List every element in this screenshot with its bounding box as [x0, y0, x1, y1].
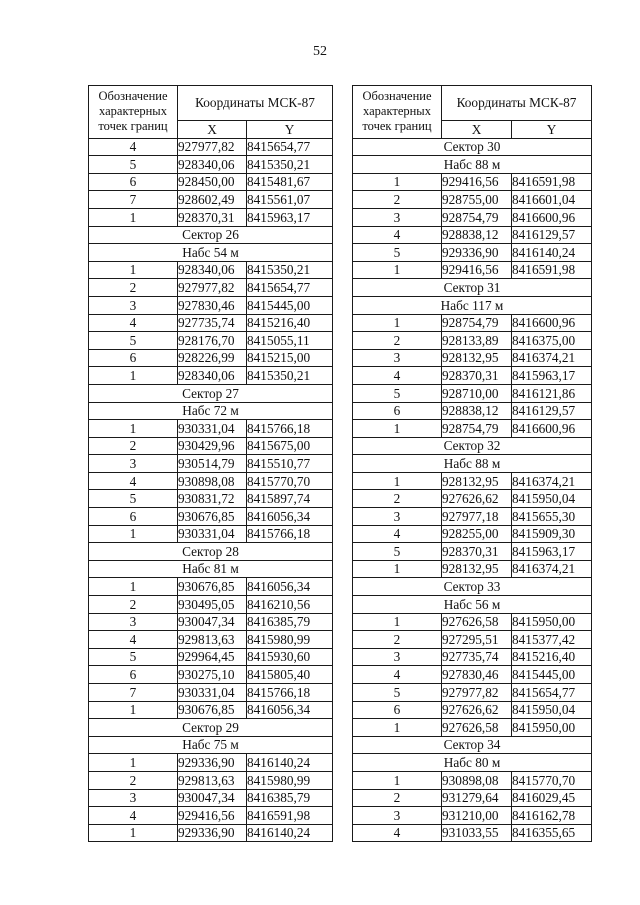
x-coordinate-cell: 930831,72	[178, 490, 247, 508]
x-coordinate-cell: 927626,62	[442, 701, 512, 719]
y-coordinate-cell: 8416029,45	[512, 789, 592, 807]
point-number-cell: 1	[353, 173, 442, 191]
x-coordinate-cell: 928838,12	[442, 226, 512, 244]
y-coordinate-cell: 8416121,86	[512, 384, 592, 402]
point-number-cell: 3	[89, 613, 178, 631]
y-coordinate-cell: 8416374,21	[512, 472, 592, 490]
y-coordinate-cell: 8415897,74	[247, 490, 333, 508]
section-label: Набс 56 м	[353, 596, 592, 614]
x-coordinate-cell: 928754,79	[442, 420, 512, 438]
point-number-cell: 1	[353, 560, 442, 578]
point-number-cell: 4	[89, 807, 178, 825]
x-coordinate-cell: 928340,06	[178, 367, 247, 385]
y-coordinate-cell: 8416355,65	[512, 824, 592, 842]
x-coordinate-cell: 929336,90	[178, 754, 247, 772]
y-coordinate-cell: 8415909,30	[512, 525, 592, 543]
section-header-row	[89, 736, 333, 754]
section-header-row	[89, 543, 333, 561]
x-coordinate-cell: 927830,46	[442, 666, 512, 684]
table-row	[353, 490, 592, 508]
x-coordinate-cell: 928132,95	[442, 472, 512, 490]
table-row	[89, 420, 333, 438]
point-number-cell: 1	[89, 261, 178, 279]
x-column-header: X	[178, 121, 247, 139]
y-coordinate-cell: 8416056,34	[247, 508, 333, 526]
point-number-cell: 5	[353, 684, 442, 702]
table-row	[89, 754, 333, 772]
point-number-cell: 4	[353, 525, 442, 543]
y-coordinate-cell: 8415561,07	[247, 191, 333, 209]
x-column-header: X	[442, 121, 512, 139]
point-number-cell: 3	[89, 789, 178, 807]
section-header-row	[353, 596, 592, 614]
y-coordinate-cell: 8415675,00	[247, 437, 333, 455]
x-coordinate-cell: 929416,56	[178, 807, 247, 825]
point-number-cell: 3	[353, 648, 442, 666]
point-number-cell: 6	[89, 349, 178, 367]
y-coordinate-cell: 8416600,96	[512, 208, 592, 226]
table-row	[353, 314, 592, 332]
table-row	[89, 314, 333, 332]
point-number-cell: 4	[89, 472, 178, 490]
x-coordinate-cell: 927626,58	[442, 613, 512, 631]
point-number-cell: 7	[89, 684, 178, 702]
point-number-cell: 5	[353, 543, 442, 561]
table-row	[89, 156, 333, 174]
section-header-row	[353, 138, 592, 156]
x-coordinate-cell: 927626,58	[442, 719, 512, 737]
y-coordinate-cell: 8416162,78	[512, 807, 592, 825]
y-coordinate-cell: 8415963,17	[512, 367, 592, 385]
table-row	[89, 261, 333, 279]
x-coordinate-cell: 930331,04	[178, 525, 247, 543]
x-coordinate-cell: 931279,64	[442, 789, 512, 807]
x-coordinate-cell: 928132,95	[442, 560, 512, 578]
x-coordinate-cell: 930429,96	[178, 437, 247, 455]
section-label: Набс 81 м	[89, 560, 333, 578]
x-coordinate-cell: 930275,10	[178, 666, 247, 684]
y-coordinate-cell: 8416140,24	[247, 824, 333, 842]
table-row	[89, 684, 333, 702]
y-column-header: Y	[512, 121, 592, 139]
point-number-cell: 6	[89, 508, 178, 526]
section-header-row	[353, 296, 592, 314]
section-header-row	[89, 560, 333, 578]
section-label: Набс 72 м	[89, 402, 333, 420]
point-number-cell: 6	[89, 666, 178, 684]
x-coordinate-cell: 929964,45	[178, 648, 247, 666]
table-row	[353, 349, 592, 367]
table-row	[353, 560, 592, 578]
table-row	[353, 402, 592, 420]
table-row	[89, 508, 333, 526]
x-coordinate-cell: 930676,85	[178, 508, 247, 526]
x-coordinate-cell: 928255,00	[442, 525, 512, 543]
x-coordinate-cell: 928132,95	[442, 349, 512, 367]
x-coordinate-cell: 929813,63	[178, 771, 247, 789]
point-number-cell: 4	[353, 367, 442, 385]
table-row	[353, 684, 592, 702]
table-row	[89, 525, 333, 543]
table-row	[89, 578, 333, 596]
point-number-cell: 4	[353, 824, 442, 842]
section-header-row	[353, 754, 592, 772]
y-coordinate-cell: 8415445,00	[512, 666, 592, 684]
y-coordinate-cell: 8416385,79	[247, 789, 333, 807]
x-coordinate-cell: 928838,12	[442, 402, 512, 420]
y-coordinate-cell: 8416591,98	[512, 261, 592, 279]
point-number-cell: 1	[353, 472, 442, 490]
section-header-row	[353, 279, 592, 297]
section-header-row	[353, 437, 592, 455]
section-label: Сектор 34	[353, 736, 592, 754]
x-coordinate-cell: 928602,49	[178, 191, 247, 209]
x-coordinate-cell: 927977,82	[178, 138, 247, 156]
table-row	[353, 244, 592, 262]
table-row	[353, 771, 592, 789]
table-row	[353, 789, 592, 807]
table-row	[89, 490, 333, 508]
coordinates-table-right	[352, 85, 592, 842]
x-coordinate-cell: 927830,46	[178, 296, 247, 314]
y-coordinate-cell: 8416600,96	[512, 420, 592, 438]
table-row	[353, 208, 592, 226]
table-row	[89, 824, 333, 842]
table-row	[89, 296, 333, 314]
section-header-row	[353, 578, 592, 596]
section-label: Сектор 29	[89, 719, 333, 737]
coords-column-header: Координаты МСК-87	[178, 86, 333, 121]
table-row	[89, 138, 333, 156]
point-number-cell: 3	[353, 208, 442, 226]
y-coordinate-cell: 8415654,77	[512, 684, 592, 702]
point-number-cell: 1	[89, 824, 178, 842]
point-number-cell: 2	[353, 490, 442, 508]
table-row	[353, 719, 592, 737]
x-coordinate-cell: 929416,56	[442, 261, 512, 279]
point-number-cell: 2	[89, 771, 178, 789]
table-row	[89, 455, 333, 473]
y-coordinate-cell: 8415377,42	[512, 631, 592, 649]
y-column-header: Y	[247, 121, 333, 139]
y-coordinate-cell: 8416591,98	[512, 173, 592, 191]
y-coordinate-cell: 8415654,77	[247, 279, 333, 297]
y-coordinate-cell: 8416374,21	[512, 349, 592, 367]
x-coordinate-cell: 928370,31	[178, 208, 247, 226]
x-coordinate-cell: 930047,34	[178, 613, 247, 631]
y-coordinate-cell: 8415950,00	[512, 613, 592, 631]
point-number-cell: 3	[353, 807, 442, 825]
y-coordinate-cell: 8415654,77	[247, 138, 333, 156]
x-coordinate-cell: 927977,82	[178, 279, 247, 297]
x-coordinate-cell: 928226,99	[178, 349, 247, 367]
x-coordinate-cell: 929416,56	[442, 173, 512, 191]
table-row	[353, 332, 592, 350]
y-coordinate-cell: 8415445,00	[247, 296, 333, 314]
table-row	[89, 367, 333, 385]
table-row	[89, 701, 333, 719]
y-coordinate-cell: 8416129,57	[512, 226, 592, 244]
x-coordinate-cell: 927735,74	[442, 648, 512, 666]
x-coordinate-cell: 930331,04	[178, 684, 247, 702]
table-body-right	[353, 138, 592, 842]
y-coordinate-cell: 8415980,99	[247, 631, 333, 649]
point-number-cell: 2	[353, 332, 442, 350]
x-coordinate-cell: 930331,04	[178, 420, 247, 438]
y-coordinate-cell: 8416601,04	[512, 191, 592, 209]
y-coordinate-cell: 8415350,21	[247, 367, 333, 385]
table-row	[353, 420, 592, 438]
y-coordinate-cell: 8415950,04	[512, 701, 592, 719]
x-coordinate-cell: 927977,18	[442, 508, 512, 526]
y-coordinate-cell: 8416140,24	[512, 244, 592, 262]
y-coordinate-cell: 8416129,57	[512, 402, 592, 420]
table-row	[89, 208, 333, 226]
page-number: 52	[313, 44, 327, 59]
table-row	[353, 631, 592, 649]
table-row	[353, 261, 592, 279]
x-coordinate-cell: 930495,05	[178, 596, 247, 614]
section-label: Набс 88 м	[353, 455, 592, 473]
coords-column-header: Координаты МСК-87	[442, 86, 592, 121]
point-number-cell: 1	[353, 613, 442, 631]
y-coordinate-cell: 8415215,00	[247, 349, 333, 367]
y-coordinate-cell: 8416374,21	[512, 560, 592, 578]
point-number-cell: 1	[89, 208, 178, 226]
table-row	[89, 807, 333, 825]
point-number-cell: 4	[353, 226, 442, 244]
section-label: Набс 75 м	[89, 736, 333, 754]
point-number-cell: 6	[89, 173, 178, 191]
point-number-cell: 1	[353, 314, 442, 332]
table-row	[353, 543, 592, 561]
table-row	[89, 279, 333, 297]
table-row	[89, 332, 333, 350]
x-coordinate-cell: 928340,06	[178, 261, 247, 279]
table-row	[353, 472, 592, 490]
table-row	[89, 613, 333, 631]
y-coordinate-cell: 8415350,21	[247, 261, 333, 279]
table-row	[89, 349, 333, 367]
points-column-header: Обозначение характерных точек границ	[89, 86, 178, 139]
point-number-cell: 2	[353, 789, 442, 807]
point-number-cell: 1	[353, 420, 442, 438]
section-label: Сектор 31	[353, 279, 592, 297]
section-header-row	[89, 244, 333, 262]
y-coordinate-cell: 8415950,04	[512, 490, 592, 508]
y-coordinate-cell: 8415766,18	[247, 420, 333, 438]
section-header-row	[353, 736, 592, 754]
x-coordinate-cell: 928133,89	[442, 332, 512, 350]
table-row	[353, 613, 592, 631]
point-number-cell: 6	[353, 701, 442, 719]
point-number-cell: 2	[353, 631, 442, 649]
table-row	[89, 472, 333, 490]
table-row	[353, 648, 592, 666]
x-coordinate-cell: 931210,00	[442, 807, 512, 825]
section-label: Набс 80 м	[353, 754, 592, 772]
table-row	[89, 173, 333, 191]
point-number-cell: 4	[353, 666, 442, 684]
table-row	[89, 191, 333, 209]
x-coordinate-cell: 927977,82	[442, 684, 512, 702]
x-coordinate-cell: 930047,34	[178, 789, 247, 807]
x-coordinate-cell: 927295,51	[442, 631, 512, 649]
y-coordinate-cell: 8415770,70	[512, 771, 592, 789]
table-row	[89, 437, 333, 455]
section-label: Сектор 28	[89, 543, 333, 561]
y-coordinate-cell: 8415510,77	[247, 455, 333, 473]
table-row	[353, 525, 592, 543]
y-coordinate-cell: 8415655,30	[512, 508, 592, 526]
y-coordinate-cell: 8415950,00	[512, 719, 592, 737]
table-row	[89, 596, 333, 614]
section-label: Набс 88 м	[353, 156, 592, 174]
table-row	[89, 789, 333, 807]
x-coordinate-cell: 928340,06	[178, 156, 247, 174]
x-coordinate-cell: 929336,90	[178, 824, 247, 842]
point-number-cell: 4	[89, 138, 178, 156]
point-number-cell: 1	[89, 701, 178, 719]
y-coordinate-cell: 8415980,99	[247, 771, 333, 789]
point-number-cell: 1	[89, 420, 178, 438]
section-header-row	[89, 226, 333, 244]
point-number-cell: 2	[89, 279, 178, 297]
point-number-cell: 1	[89, 754, 178, 772]
x-coordinate-cell: 930898,08	[178, 472, 247, 490]
y-coordinate-cell: 8415963,17	[512, 543, 592, 561]
x-coordinate-cell: 930676,85	[178, 578, 247, 596]
section-header-row	[89, 402, 333, 420]
section-label: Сектор 32	[353, 437, 592, 455]
point-number-cell: 1	[89, 578, 178, 596]
section-header-row	[353, 455, 592, 473]
table-row	[89, 648, 333, 666]
y-coordinate-cell: 8415963,17	[247, 208, 333, 226]
x-coordinate-cell: 928370,31	[442, 543, 512, 561]
point-number-cell: 2	[89, 596, 178, 614]
section-label: Сектор 27	[89, 384, 333, 402]
x-coordinate-cell: 928754,79	[442, 314, 512, 332]
section-header-row	[353, 156, 592, 174]
y-coordinate-cell: 8416591,98	[247, 807, 333, 825]
table-row	[353, 226, 592, 244]
table-row	[353, 191, 592, 209]
y-coordinate-cell: 8416056,34	[247, 701, 333, 719]
point-number-cell: 5	[89, 648, 178, 666]
section-label: Сектор 26	[89, 226, 333, 244]
point-number-cell: 3	[353, 349, 442, 367]
point-number-cell: 3	[89, 455, 178, 473]
point-number-cell: 3	[89, 296, 178, 314]
point-number-cell: 1	[89, 367, 178, 385]
y-coordinate-cell: 8415766,18	[247, 525, 333, 543]
point-number-cell: 4	[89, 631, 178, 649]
point-number-cell: 3	[353, 508, 442, 526]
section-header-row	[89, 719, 333, 737]
y-coordinate-cell: 8415770,70	[247, 472, 333, 490]
x-coordinate-cell: 928176,70	[178, 332, 247, 350]
section-label: Набс 117 м	[353, 296, 592, 314]
y-coordinate-cell: 8416375,00	[512, 332, 592, 350]
section-label: Сектор 33	[353, 578, 592, 596]
table-row	[353, 701, 592, 719]
x-coordinate-cell: 927735,74	[178, 314, 247, 332]
y-coordinate-cell: 8416056,34	[247, 578, 333, 596]
point-number-cell: 5	[89, 156, 178, 174]
point-number-cell: 2	[89, 437, 178, 455]
x-coordinate-cell: 930514,79	[178, 455, 247, 473]
table-row	[353, 807, 592, 825]
y-coordinate-cell: 8415805,40	[247, 666, 333, 684]
point-number-cell: 6	[353, 402, 442, 420]
x-coordinate-cell: 928710,00	[442, 384, 512, 402]
table-body-left	[89, 138, 333, 842]
x-coordinate-cell: 930676,85	[178, 701, 247, 719]
point-number-cell: 7	[89, 191, 178, 209]
table-row	[353, 824, 592, 842]
y-coordinate-cell: 8415055,11	[247, 332, 333, 350]
table-row	[353, 508, 592, 526]
y-coordinate-cell: 8415216,40	[247, 314, 333, 332]
section-header-row	[89, 384, 333, 402]
section-label: Сектор 30	[353, 138, 592, 156]
point-number-cell: 5	[353, 244, 442, 262]
y-coordinate-cell: 8415481,67	[247, 173, 333, 191]
section-label: Набс 54 м	[89, 244, 333, 262]
x-coordinate-cell: 928754,79	[442, 208, 512, 226]
table-row	[89, 771, 333, 789]
points-column-header: Обозначение характерных точек границ	[353, 86, 442, 139]
y-coordinate-cell: 8416210,56	[247, 596, 333, 614]
y-coordinate-cell: 8415766,18	[247, 684, 333, 702]
point-number-cell: 1	[353, 719, 442, 737]
point-number-cell: 4	[89, 314, 178, 332]
table-row	[89, 631, 333, 649]
y-coordinate-cell: 8416600,96	[512, 314, 592, 332]
x-coordinate-cell: 929813,63	[178, 631, 247, 649]
x-coordinate-cell: 927626,62	[442, 490, 512, 508]
point-number-cell: 1	[89, 525, 178, 543]
coordinates-table-left	[88, 85, 333, 842]
x-coordinate-cell: 928450,00	[178, 173, 247, 191]
point-number-cell: 5	[89, 490, 178, 508]
y-coordinate-cell: 8416385,79	[247, 613, 333, 631]
x-coordinate-cell: 930898,08	[442, 771, 512, 789]
x-coordinate-cell: 928755,00	[442, 191, 512, 209]
x-coordinate-cell: 931033,55	[442, 824, 512, 842]
y-coordinate-cell: 8415930,60	[247, 648, 333, 666]
table-row	[353, 173, 592, 191]
point-number-cell: 5	[353, 384, 442, 402]
point-number-cell: 1	[353, 261, 442, 279]
x-coordinate-cell: 928370,31	[442, 367, 512, 385]
table-row	[353, 384, 592, 402]
point-number-cell: 5	[89, 332, 178, 350]
table-row	[89, 666, 333, 684]
y-coordinate-cell: 8415350,21	[247, 156, 333, 174]
table-row	[353, 666, 592, 684]
point-number-cell: 2	[353, 191, 442, 209]
y-coordinate-cell: 8415216,40	[512, 648, 592, 666]
y-coordinate-cell: 8416140,24	[247, 754, 333, 772]
x-coordinate-cell: 929336,90	[442, 244, 512, 262]
table-row	[353, 367, 592, 385]
point-number-cell: 1	[353, 771, 442, 789]
